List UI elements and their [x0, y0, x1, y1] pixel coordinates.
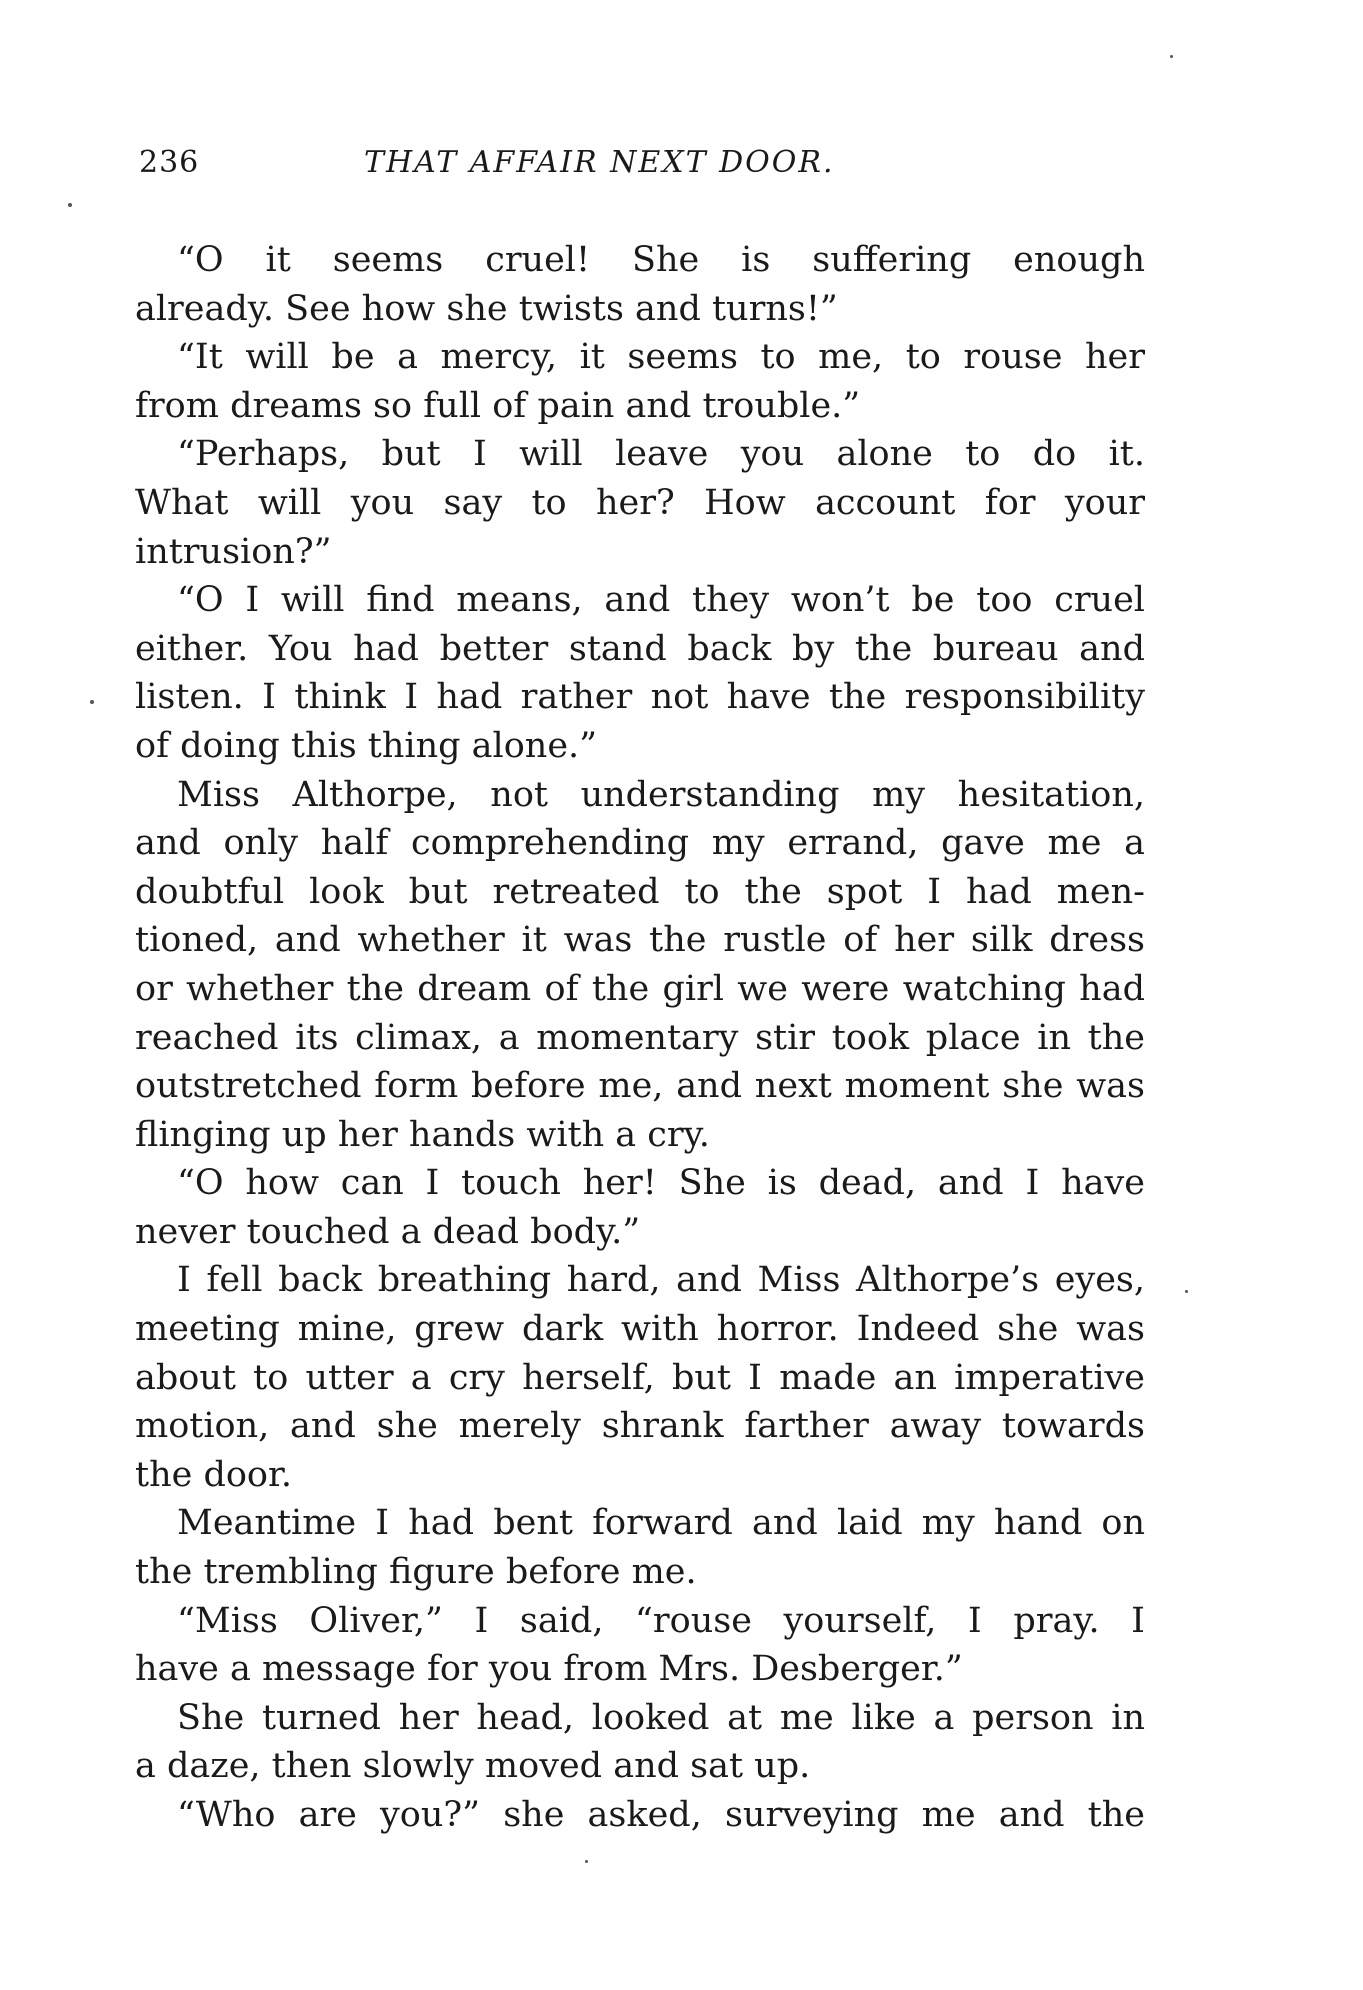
text-line: of doing this thing alone.”: [135, 725, 598, 766]
text-line: reached its climax, a momentary stir took place in the: [135, 1017, 1145, 1058]
body-text: [135, 236, 1145, 1840]
text-line: or whether the dream of the girl we were watching had: [135, 968, 1145, 1009]
text-line: I fell back breathing hard, and Miss Althorpe’s eyes,: [177, 1260, 1145, 1301]
text-line: doubtful look but retreated to the spot I had men-: [135, 871, 1145, 912]
text-line: “O I will find means, and they won’t be too cruel: [177, 580, 1145, 621]
text-line: motion, and she merely shrank farther away towards: [135, 1406, 1145, 1447]
text-line: “Who are you?” she asked, surveying me and the: [177, 1795, 1145, 1835]
text-line: “O it seems cruel! She is suffering enough: [177, 240, 1145, 280]
text-line: the trembling figure before me.: [135, 1552, 697, 1593]
text-line: She turned her head, looked at me like a person in: [177, 1697, 1145, 1738]
text-line: outstretched form before me, and next moment she was: [135, 1066, 1145, 1107]
page-header: [139, 145, 1139, 195]
text-line: never touched a dead body.”: [135, 1211, 641, 1252]
text-line: already. See how she twists and turns!”: [135, 288, 838, 329]
scan-speck: [585, 1860, 588, 1863]
text-line: meeting mine, grew dark with horror. Indeed she was: [135, 1309, 1145, 1350]
scan-speck: [90, 700, 94, 704]
text-line: either. You had better stand back by the bureau and: [135, 628, 1145, 669]
text-line: have a message for you from Mrs. Desberger.”: [135, 1649, 963, 1690]
text-line: Meantime I had bent forward and laid my hand on: [177, 1503, 1145, 1544]
scan-speck: [1185, 1290, 1188, 1293]
text-line: “Miss Oliver,” I said, “rouse yourself, I pray. I: [177, 1600, 1145, 1641]
text-line: listen. I think I had rather not have the responsibility: [135, 677, 1145, 718]
text-line: from dreams so full of pain and trouble.”: [135, 385, 861, 426]
text-line: about to utter a cry herself, but I made an imperative: [135, 1357, 1145, 1398]
text-line: “O how can I touch her! She is dead, and I have: [177, 1163, 1145, 1204]
text-line: tioned, and whether it was the rustle of her silk dress: [135, 920, 1145, 961]
text-line: the door.: [135, 1454, 293, 1495]
text-line: a daze, then slowly moved and sat up.: [135, 1746, 811, 1787]
text-line: flinging up her hands with a cry.: [135, 1114, 710, 1155]
text-line: “It will be a mercy, it seems to me, to rouse her: [177, 337, 1145, 378]
scan-speck: [1170, 55, 1173, 58]
running-title: THAT AFFAIR NEXT DOOR.: [364, 145, 835, 180]
page-number: 236: [139, 145, 200, 180]
scan-speck: [68, 203, 72, 207]
text-line: What will you say to her? How account for your: [135, 482, 1145, 523]
text-line: intrusion?”: [135, 531, 332, 572]
text-line: “Perhaps, but I will leave you alone to do it.: [177, 434, 1145, 475]
text-line: Miss Althorpe, not understanding my hesitation,: [177, 774, 1145, 815]
text-line: and only half comprehending my errand, gave me a: [135, 823, 1145, 864]
